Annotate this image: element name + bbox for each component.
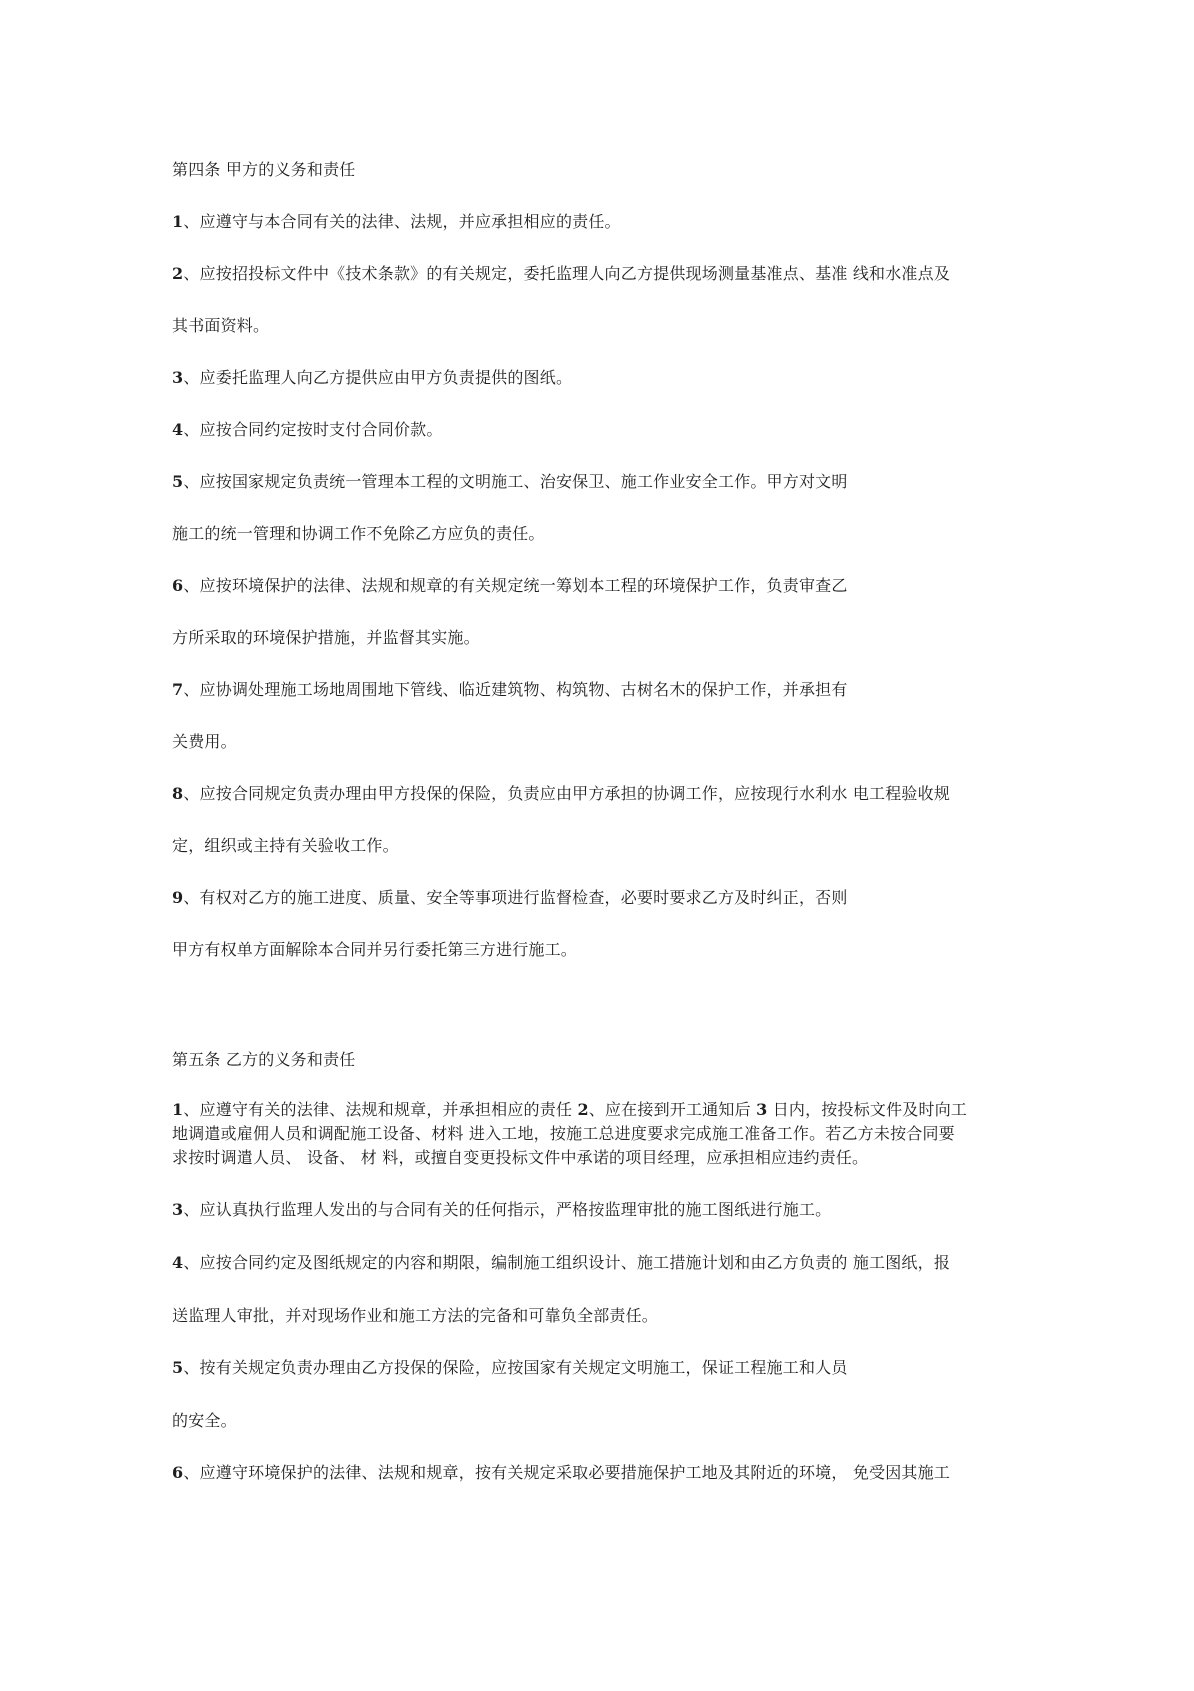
section-5-para-1-line-2 — [172, 1124, 955, 1144]
section-5-item-4 — [172, 1253, 950, 1273]
section-4-item-8-continued — [172, 836, 399, 856]
section-5-para-1-line-1 — [172, 1100, 967, 1120]
item-number: 6 — [172, 576, 184, 595]
item-text: 、应认真执行监理人发出的与合同有关的任何指示，严格按监理审批的施工图纸进行施工。 — [183, 1200, 832, 1219]
section-4-item-3 — [172, 368, 572, 388]
item-text: 施工的统一管理和协调工作不免除乙方应负的责任。 — [172, 524, 545, 543]
item-text: 地调遣或雇佣人员和调配施工设备、材料 进入工地，按施工总进度要求完成施工准备工作。若乙方未按合同要 — [172, 1124, 955, 1143]
item-number: 4 — [172, 1253, 184, 1272]
section-4-heading: 第四条 甲方的义务和责任 — [172, 160, 356, 179]
item-number: 9 — [172, 888, 184, 907]
section-5-item-6 — [172, 1463, 950, 1483]
section-5-item-5-continued — [172, 1411, 237, 1431]
section-4-item-2-continued — [172, 316, 269, 336]
section-5-item-4-continued — [172, 1306, 658, 1326]
item-text: 、按有关规定负责办理由乙方投保的保险，应按国家有关规定文明施工，保证工程施工和人员 — [183, 1358, 848, 1377]
item-text: 求按时调遣人员、 设备、 材 料，或擅自变更投标文件中承诺的项目经理，应承担相应违约责任。 — [172, 1148, 869, 1167]
item-text: 、应按合同约定按时支付合同价款。 — [183, 420, 443, 439]
section-4-item-1 — [172, 212, 621, 232]
item-number: 8 — [172, 784, 184, 803]
item-number: 7 — [172, 680, 184, 699]
item-text: 日内，按投标文件及时向工 — [767, 1100, 968, 1119]
item-text: 、应遵守有关的法律、法规和规章，并承担相应的责任 — [183, 1100, 578, 1119]
section-5-item-3 — [172, 1200, 831, 1220]
item-number: 3 — [756, 1100, 768, 1119]
item-text: 送监理人审批，并对现场作业和施工方法的完备和可靠负全部责任。 — [172, 1306, 659, 1325]
item-number: 2 — [172, 264, 184, 283]
item-number: 5 — [172, 1358, 184, 1377]
item-text: 定，组织或主持有关验收工作。 — [172, 836, 399, 855]
item-number: 1 — [172, 212, 184, 231]
item-text: 、应遵守与本合同有关的法律、法规，并应承担相应的责任。 — [183, 212, 621, 231]
item-number: 5 — [172, 472, 184, 491]
section-4-item-9 — [172, 888, 848, 908]
section-4-item-6 — [172, 576, 848, 596]
item-text: 、应按合同约定及图纸规定的内容和期限，编制施工组织设计、施工措施计划和由乙方负责的 施工图纸，报 — [183, 1253, 951, 1272]
section-4-item-9-continued — [172, 940, 577, 960]
item-number: 4 — [172, 420, 184, 439]
item-number: 2 — [577, 1100, 589, 1119]
item-text: 关费用。 — [172, 732, 237, 751]
item-text: 、应遵守环境保护的法律、法规和规章，按有关规定采取必要措施保护工地及其附近的环境， 免受因其施工 — [183, 1463, 951, 1482]
section-4-item-7 — [172, 680, 848, 700]
item-text: 、应委托监理人向乙方提供应由甲方负责提供的图纸。 — [183, 368, 573, 387]
section-5-heading: 第五条 乙方的义务和责任 — [172, 1050, 356, 1069]
item-text: 、应按招投标文件中《技术条款》的有关规定，委托监理人向乙方提供现场测量基准点、基准 线和水准点及 — [183, 264, 951, 283]
section-4-item-5-continued — [172, 524, 545, 544]
section-5-item-5 — [172, 1358, 848, 1378]
item-number: 3 — [172, 1200, 184, 1219]
item-text: 的安全。 — [172, 1411, 237, 1430]
section-4-item-7-continued — [172, 732, 237, 752]
item-text: 、应协调处理施工场地周围地下管线、临近建筑物、构筑物、古树名木的保护工作，并承担有 — [183, 680, 848, 699]
item-text: 、有权对乙方的施工进度、质量、安全等事项进行监督检查，必要时要求乙方及时纠正，否则 — [183, 888, 848, 907]
item-text: 、应按国家规定负责统一管理本工程的文明施工、治安保卫、施工作业安全工作。甲方对文明 — [183, 472, 848, 491]
item-text: 、应按环境保护的法律、法规和规章的有关规定统一筹划本工程的环境保护工作，负责审查乙 — [183, 576, 848, 595]
item-text: 、应按合同规定负责办理由甲方投保的保险，负责应由甲方承担的协调工作，应按现行水利水 电工程验收规 — [183, 784, 951, 803]
section-4-item-5 — [172, 472, 848, 492]
item-text: 其书面资料。 — [172, 316, 270, 335]
section-5-para-1-line-3 — [172, 1148, 868, 1168]
section-4-item-2 — [172, 264, 950, 284]
item-number: 3 — [172, 368, 184, 387]
item-number: 1 — [172, 1100, 184, 1119]
section-4-item-6-continued — [172, 628, 480, 648]
section-4-item-8 — [172, 784, 950, 804]
item-text: 甲方有权单方面解除本合同并另行委托第三方进行施工。 — [172, 940, 578, 959]
item-text: 、应在接到开工通知后 — [588, 1100, 757, 1119]
item-number: 6 — [172, 1463, 184, 1482]
section-4-item-4 — [172, 420, 443, 440]
item-text: 方所采取的环境保护措施，并监督其实施。 — [172, 628, 480, 647]
